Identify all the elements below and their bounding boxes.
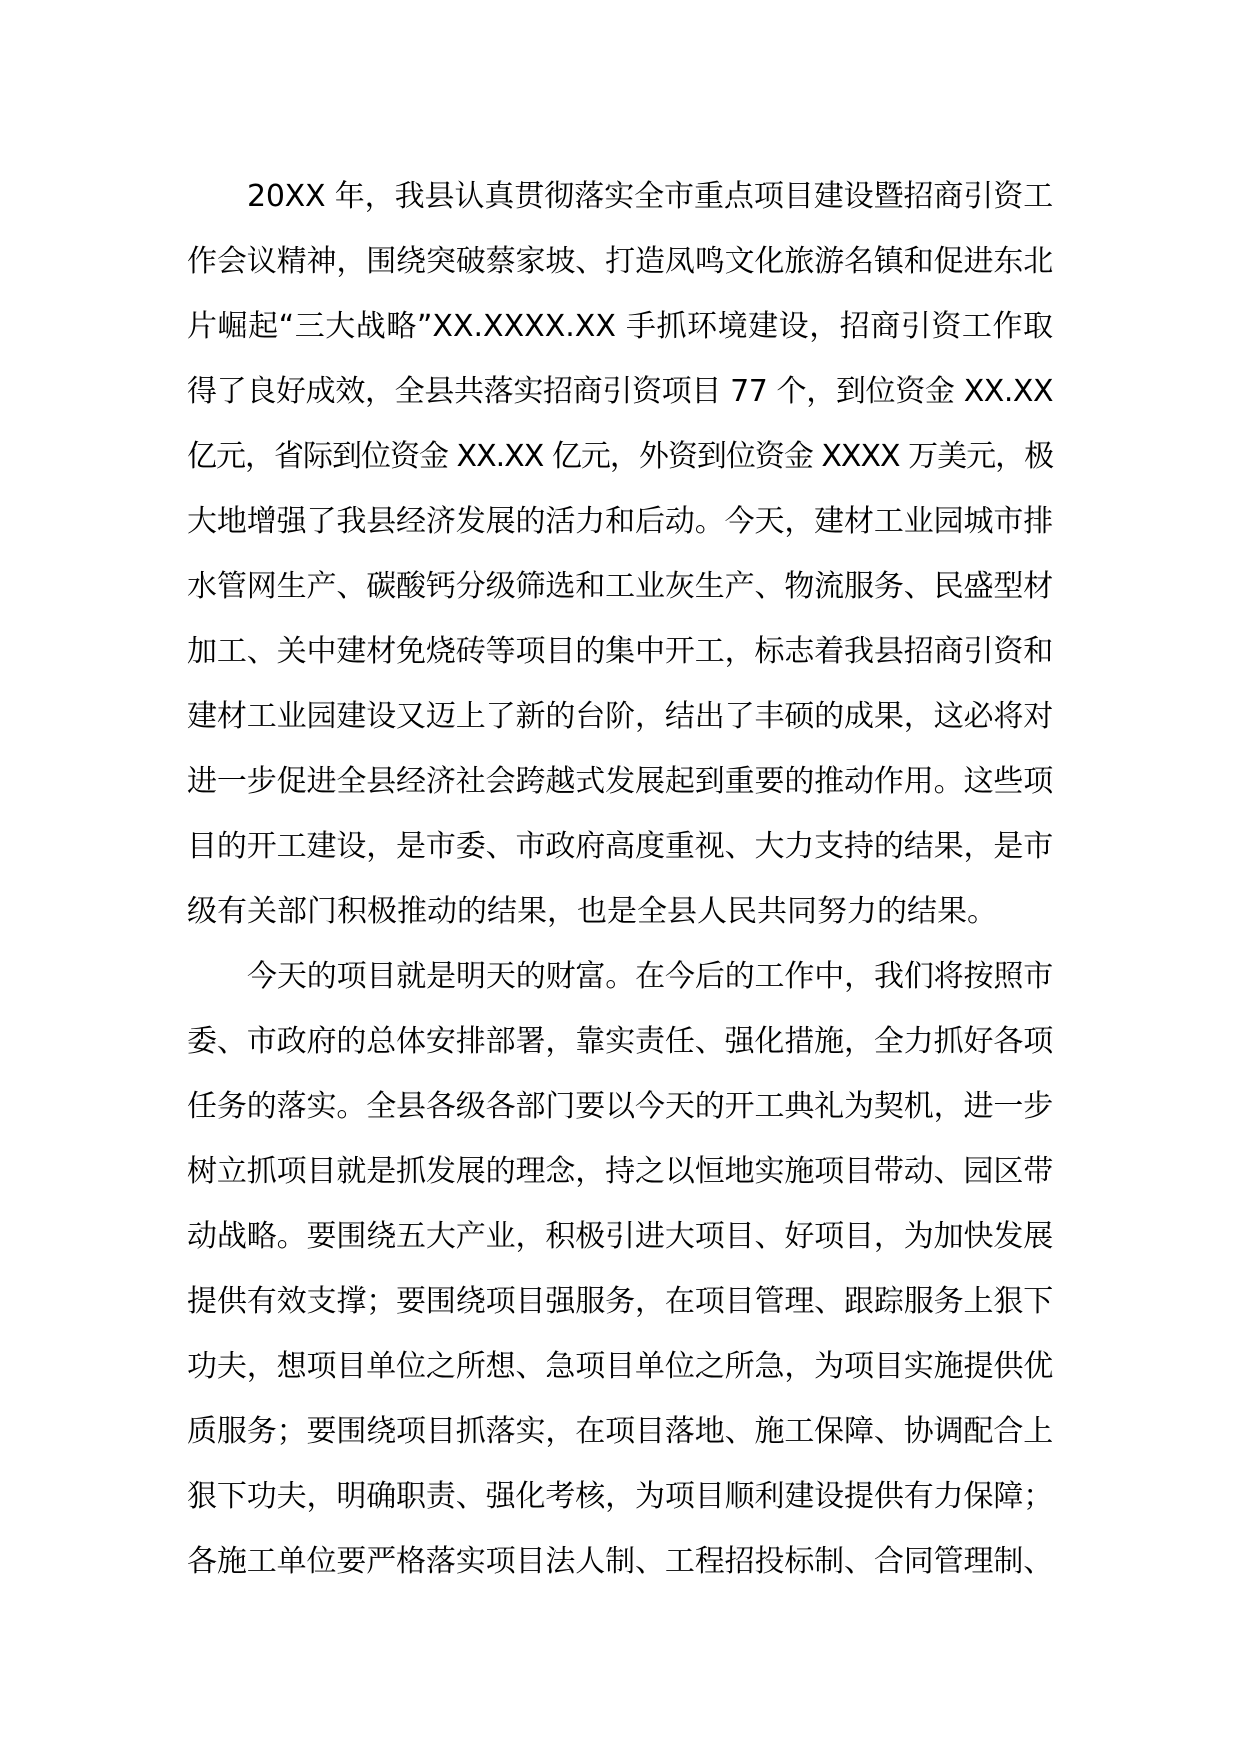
text-line: 加工、关中建材免烧砖等项目的集中开工，标志着我县招商引资和 bbox=[187, 634, 1053, 669]
text-line: 委、市政府的总体安排部署，靠实责任、强化措施，全力抓好各项 bbox=[187, 1024, 1053, 1059]
paragraph-1 bbox=[187, 164, 1053, 944]
document-body bbox=[187, 164, 1053, 1594]
text-line: 级有关部门积极推动的结果，也是全县人民共同努力的结果。 bbox=[187, 894, 997, 929]
text-line: 功夫，想项目单位之所想、急项目单位之所急，为项目实施提供优 bbox=[187, 1349, 1053, 1384]
text-line: 任务的落实。全县各级各部门要以今天的开工典礼为契机，进一步 bbox=[187, 1089, 1053, 1124]
text-line: 质服务；要围绕项目抓落实，在项目落地、施工保障、协调配合上 bbox=[187, 1414, 1053, 1449]
text-line: 片崛起“三大战略”XX.XXXX.XX 手抓环境建设，招商引资工作取 bbox=[187, 309, 1053, 344]
text-line: 进一步促进全县经济社会跨越式发展起到重要的推动作用。这些项 bbox=[187, 764, 1053, 799]
text-line: 提供有效支撑；要围绕项目强服务，在项目管理、跟踪服务上狠下 bbox=[187, 1284, 1053, 1319]
text-line: 亿元，省际到位资金 XX.XX 亿元，外资到位资金 XXXX 万美元，极 bbox=[187, 439, 1054, 474]
text-line: 水管网生产、碳酸钙分级筛选和工业灰生产、物流服务、民盛型材 bbox=[187, 569, 1053, 604]
text-line: 得了良好成效，全县共落实招商引资项目 77 个，到位资金 XX.XX bbox=[187, 374, 1053, 409]
text-line: 树立抓项目就是抓发展的理念，持之以恒地实施项目带动、园区带 bbox=[187, 1154, 1053, 1189]
text-line: 狠下功夫，明确职责、强化考核，为项目顺利建设提供有力保障； bbox=[187, 1479, 1053, 1514]
text-line: 作会议精神，围绕突破蔡家坡、打造凤鸣文化旅游名镇和促进东北 bbox=[187, 244, 1053, 279]
text-line: 20XX 年，我县认真贯彻落实全市重点项目建设暨招商引资工 bbox=[247, 179, 1053, 214]
text-line: 今天的项目就是明天的财富。在今后的工作中，我们将按照市 bbox=[247, 959, 1053, 994]
text-line: 各施工单位要严格落实项目法人制、工程招投标制、合同管理制、 bbox=[187, 1544, 1053, 1579]
paragraph-2 bbox=[187, 944, 1053, 1594]
text-line: 建材工业园建设又迈上了新的台阶，结出了丰硕的成果，这必将对 bbox=[187, 699, 1053, 734]
text-line: 大地增强了我县经济发展的活力和后动。今天，建材工业园城市排 bbox=[187, 504, 1053, 539]
text-line: 目的开工建设，是市委、市政府高度重视、大力支持的结果，是市 bbox=[187, 829, 1053, 864]
text-line: 动战略。要围绕五大产业，积极引进大项目、好项目，为加快发展 bbox=[187, 1219, 1053, 1254]
